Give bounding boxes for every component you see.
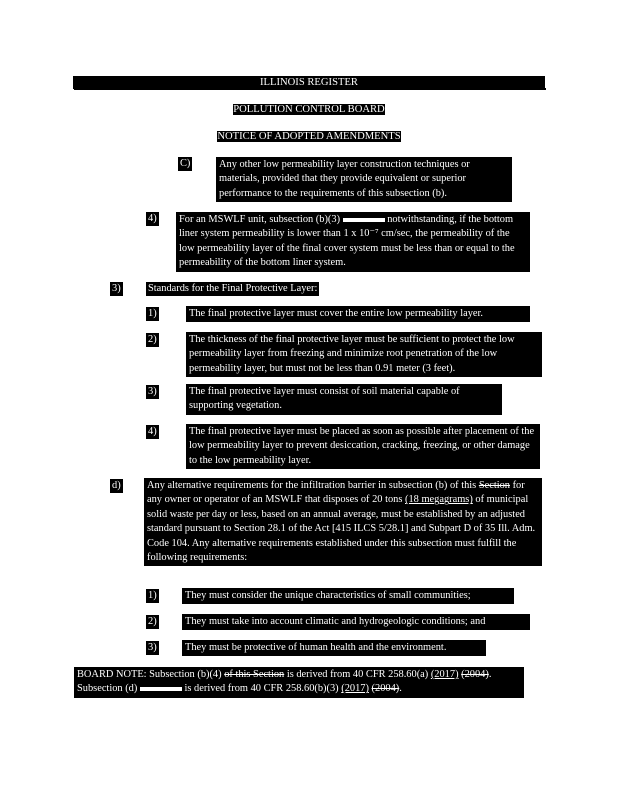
item-4-text: For an MSWLF unit, subsection (b)(3) notwithstanding, if the bottom liner system permeability is lower than 1 x 10⁻⁷ cm/sec, the permeability of the low permeability layer of the final cover system must be less than or equal to the permeability of the bottom liner system.	[176, 212, 530, 272]
sd-item-2-label: 2)	[148, 616, 157, 627]
s3-item-3-text: The final protective layer must consist of soil material capable of supporting vegetation.	[186, 384, 502, 415]
section-3-label: 3)	[112, 283, 121, 294]
header-rule	[74, 88, 546, 90]
header-board: POLLUTION CONTROL BOARD	[233, 104, 385, 115]
s3-item-4-text: The final protective layer must be placed as soon as possible after placement of the low permeability layer to prevent desiccation, cracking, freezing, or other damage to the low permeability layer.	[186, 424, 540, 469]
section-d-text: Any alternative requirements for the infiltration barrier in subsection (b) of this Section for any owner or operator of an MSWLF that disposes of 20 tons (18 megagrams) of municipal solid waste per day or less, based on an annual average, must be established by an adjusted standard pursuant to Section 28.1 of the Act [415 ILCS 5/28.1] and Subpart D of 35 Ill. Adm. Code 104. Any alternative requirements established under this subsection must fulfill the following requirements:	[144, 478, 542, 566]
s3-item-2-label: 2)	[148, 334, 157, 345]
section-3-title: Standards for the Final Protective Layer:	[148, 283, 318, 294]
item-c-text: Any other low permeability layer construction techniques or materials, provided that they provide equivalent or superior performance to the requirements of this subsection (b).	[216, 157, 512, 202]
board-note: BOARD NOTE: Subsection (b)(4) of this Section is derived from 40 CFR 258.60(a) (2017) (2004). Subsection (d) is derived from 40 CFR 258.60(b)(3) (2017) (2004).	[74, 667, 524, 698]
sd-item-1-label: 1)	[148, 590, 157, 601]
redaction-mark	[140, 687, 182, 691]
item-c-label: C)	[180, 158, 191, 169]
sd-item-2-text: They must take into account climatic and hydrogeologic conditions; and	[182, 614, 530, 630]
s3-item-1-label: 1)	[148, 308, 157, 319]
s3-item-2-text: The thickness of the final protective layer must be sufficient to protect the low permeability layer from freezing and minimize root penetration of the low permeability layer, but must not be less than 0.91 meter (3 feet).	[186, 332, 542, 377]
header-register: ILLINOIS REGISTER	[0, 76, 618, 89]
sd-item-3-text: They must be protective of human health and the environment.	[182, 640, 486, 656]
header-notice: NOTICE OF ADOPTED AMENDMENTS	[217, 131, 401, 142]
item-4-label: 4)	[148, 213, 157, 224]
redaction-mark	[343, 218, 385, 222]
s3-item-3-label: 3)	[148, 386, 157, 397]
sd-item-3-label: 3)	[148, 642, 157, 653]
section-d-label: d)	[112, 480, 121, 491]
s3-item-1-text: The final protective layer must cover the entire low permeability layer.	[186, 306, 530, 322]
s3-item-4-label: 4)	[148, 426, 157, 437]
sd-item-1-text: They must consider the unique characteristics of small communities;	[182, 588, 514, 604]
